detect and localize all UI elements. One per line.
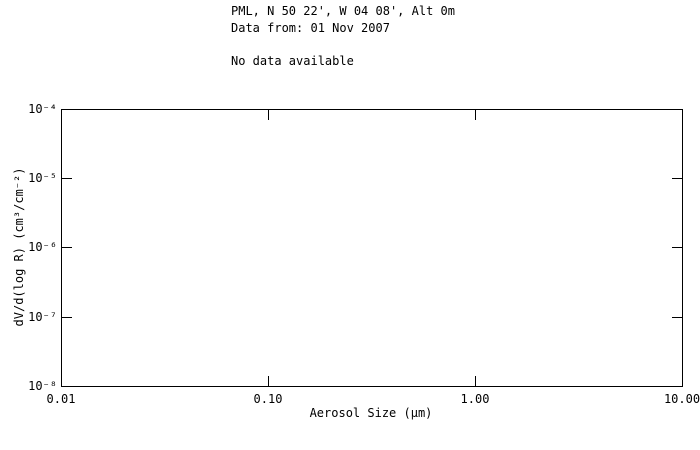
x-tick-mark — [268, 376, 269, 386]
x-tick-label: 0.01 — [46, 392, 76, 406]
no-data-message: No data available — [231, 54, 354, 68]
y-tick-mark — [62, 317, 72, 318]
x-tick-mark — [475, 376, 476, 386]
y-tick-label: 10⁻⁴ — [28, 102, 57, 116]
y-tick-label: 10⁻⁵ — [28, 171, 57, 185]
y-tick-label: 10⁻⁶ — [28, 240, 57, 254]
x-axis-title: Aerosol Size (μm) — [309, 406, 433, 420]
x-tick-label: 1.00 — [460, 392, 490, 406]
y-tick-label: 10⁻⁷ — [28, 310, 57, 324]
y-tick-mark — [672, 247, 682, 248]
y-tick-mark — [62, 178, 72, 179]
x-tick-label: 0.10 — [253, 392, 283, 406]
plot-area — [61, 109, 683, 387]
x-tick-label: 10.00 — [663, 392, 700, 406]
y-tick-mark — [672, 178, 682, 179]
x-tick-mark — [268, 110, 269, 120]
x-tick-mark — [475, 110, 476, 120]
y-tick-mark — [672, 317, 682, 318]
station-location-text: PML, N 50 22', W 04 08', Alt 0m — [231, 4, 455, 18]
y-tick-mark — [62, 247, 72, 248]
data-date-text: Data from: 01 Nov 2007 — [231, 21, 390, 35]
y-axis-title: dV/d(log R) (cm³/cm⁻²) — [12, 167, 26, 327]
y-tick-label: 10⁻⁸ — [28, 379, 57, 393]
